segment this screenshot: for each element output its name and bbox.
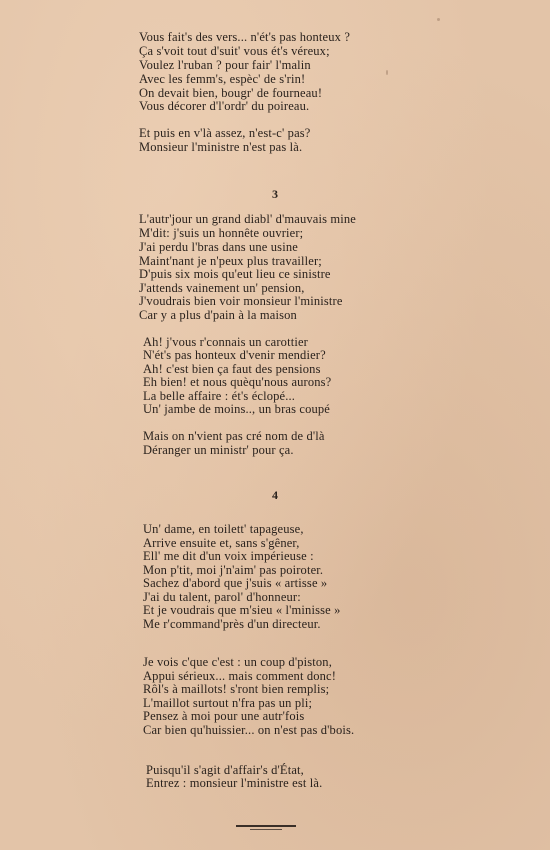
verse-line: Vous fait's des vers... n'ét's pas honteux ? xyxy=(139,30,351,44)
verse-line: Ah! c'est bien ça faut des pensions xyxy=(143,362,321,376)
verse-line: Vous décorer d'l'ordr' du poireau. xyxy=(139,99,310,113)
verse-line: J'attends vainement un' pension, xyxy=(139,281,305,295)
verse-line: D'puis six mois qu'eut lieu ce sinistre xyxy=(139,267,331,281)
refrain-line: Déranger un ministr' pour ça. xyxy=(143,443,294,457)
verse-line: Pensez à moi pour une autr'fois xyxy=(143,709,305,723)
refrain-line: Mais on n'vient pas cré nom de d'là xyxy=(143,429,325,443)
refrain-line: Entrez : monsieur l'ministre est là. xyxy=(146,776,323,790)
verse-line: J'ai du talent, parol' d'honneur: xyxy=(143,590,301,604)
refrain-line: Monsieur l'ministre n'est pas là. xyxy=(139,140,303,154)
verse-line: Ah! j'vous r'connais un carottier xyxy=(143,335,308,349)
section-number: 3 xyxy=(272,187,278,201)
verse-line: La belle affaire : ét's éclopé... xyxy=(143,389,296,403)
verse-line: Maint'nant je n'peux plus travailler; xyxy=(139,254,322,268)
section-number: 4 xyxy=(272,488,278,502)
verse-line: Eh bien! et nous quèqu'nous aurons? xyxy=(143,375,332,389)
verse-line: Sachez d'abord que j'suis « artisse » xyxy=(143,576,328,590)
verse-line: Je vois c'que c'est : un coup d'piston, xyxy=(143,655,332,669)
verse-line: Un' jambe de moins.., un bras coupé xyxy=(143,402,330,416)
verse-line: Me r'command'près d'un directeur. xyxy=(143,617,321,631)
verse-line: Mon p'tit, moi j'n'aim' pas poiroter. xyxy=(143,563,324,577)
verse-line: Arrive ensuite et, sans s'gêner, xyxy=(143,536,300,550)
verse-line: M'dit: j'suis un honnête ouvrier; xyxy=(139,226,304,240)
refrain-line: Et puis en v'là assez, n'est-c' pas? xyxy=(139,126,311,140)
refrain-line: Puisqu'il s'agit d'affair's d'État, xyxy=(146,763,304,777)
verse-line: J'ai perdu l'bras dans une usine xyxy=(139,240,298,254)
verse-line: On devait bien, bougr' de fourneau! xyxy=(139,86,323,100)
verse-line: L'maillot surtout n'fra pas un pli; xyxy=(143,696,313,710)
verse-line: Et je voudrais que m'sieu « l'minisse » xyxy=(143,603,341,617)
verse-line: Car bien qu'huissier... on n'est pas d'bois. xyxy=(143,723,355,737)
verse-line: Appui sérieux... mais comment donc! xyxy=(143,669,337,683)
paper-speck xyxy=(437,18,440,21)
paper-speck xyxy=(386,70,388,75)
verse-line: Un' dame, en toilett' tapageuse, xyxy=(143,522,304,536)
verse-line: Car y a plus d'pain à la maison xyxy=(139,308,297,322)
verse-line: Rôl's à maillots! s'ront bien remplis; xyxy=(143,682,330,696)
verse-line: Ça s'voit tout d'suit' vous ét's véreux; xyxy=(139,44,330,58)
verse-line: Ell' me dit d'un voix impérieuse : xyxy=(143,549,314,563)
verse-line: N'ét's pas honteux d'venir mendier? xyxy=(143,348,326,362)
verse-line: L'autr'jour un grand diabl' d'mauvais mine xyxy=(139,212,356,226)
verse-line: Voulez l'ruban ? pour fair' l'malin xyxy=(139,58,311,72)
verse-line: J'voudrais bien voir monsieur l'ministre xyxy=(139,294,343,308)
closing-rule xyxy=(236,825,296,827)
verse-line: Avec les femm's, espèc' de s'rin! xyxy=(139,72,306,86)
